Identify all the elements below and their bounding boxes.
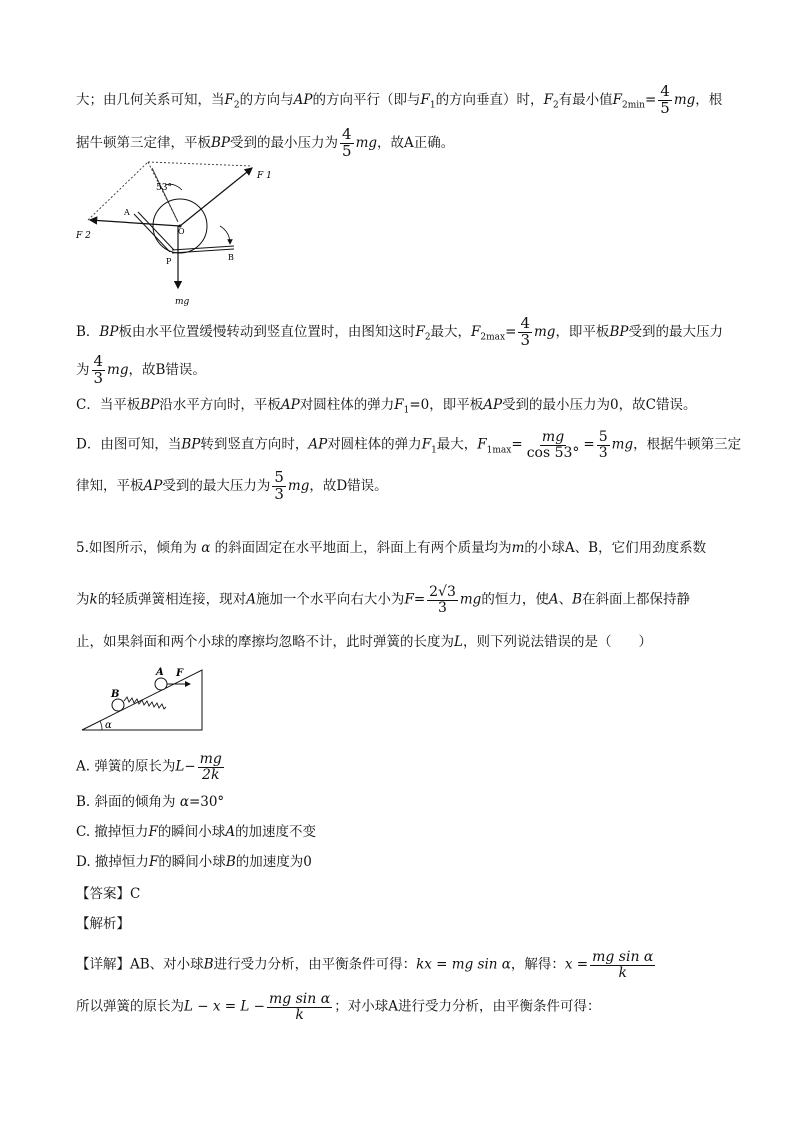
text: 1 <box>403 405 410 416</box>
text: 1 <box>431 445 437 456</box>
text: F <box>612 91 623 108</box>
text: F <box>404 591 414 608</box>
text: 的加速度不变 <box>235 824 317 840</box>
force-diagram <box>70 160 290 310</box>
text: B <box>572 591 582 608</box>
b-explain-line1 <box>76 316 723 349</box>
text: mg <box>611 436 634 453</box>
mg-label: mg <box>175 297 190 307</box>
text: 的恒力，使 <box>481 591 549 608</box>
text: F <box>421 436 432 453</box>
option-d <box>76 852 312 872</box>
fraction: $\frac{4}{5}$ <box>660 82 670 117</box>
text: = <box>644 91 657 108</box>
text: ，解得： <box>510 956 565 973</box>
text: 大；由几何关系可知，当 <box>76 91 225 108</box>
text: 2min <box>622 100 645 111</box>
f1-label: F 1 <box>257 171 272 181</box>
text: 所以弹簧的原长为 <box>76 998 184 1015</box>
text: BP <box>140 397 160 413</box>
fraction: $\frac{4}{3}$ <box>93 352 104 387</box>
text: AP <box>308 436 328 453</box>
option-a <box>76 752 226 782</box>
text: 【答案】C <box>76 886 141 902</box>
p1-line2 <box>76 127 454 160</box>
text: 施加一个水平向右大小为 <box>255 591 405 608</box>
text: A <box>548 591 559 608</box>
text: F <box>394 397 404 413</box>
text: 在斜面上都保持静 <box>582 591 690 608</box>
text: α <box>201 540 211 556</box>
c-explain <box>76 395 696 421</box>
text: 2max <box>480 332 506 343</box>
text: F <box>224 91 234 108</box>
alpha-label: α <box>105 720 112 731</box>
fraction: $\frac{4}{3}$ <box>520 314 530 349</box>
text: mg <box>459 591 482 608</box>
text: 的方向平行（即与 <box>312 91 421 108</box>
text: 受到的最大压力 <box>628 323 723 340</box>
ball-a <box>155 678 167 690</box>
text: 、 <box>558 591 573 608</box>
q5-line1 <box>76 538 706 558</box>
text: L − x = L − <box>184 998 265 1015</box>
text: 有最小值 <box>558 91 613 108</box>
fraction: $\frac{4}{5}$ <box>342 125 352 160</box>
text: 2 <box>424 332 431 343</box>
text: ；对小球A进行受力分析，由平衡条件可得： <box>334 998 601 1015</box>
text: A <box>225 824 236 840</box>
text: ，根据牛顿第三定 <box>633 436 742 453</box>
p1-line1 <box>76 84 722 117</box>
a-label: A <box>156 667 164 678</box>
f-label: F <box>176 668 184 679</box>
text: 1 <box>429 100 436 111</box>
text: F <box>471 323 481 340</box>
analysis-label <box>76 914 130 934</box>
text: 对圆柱体的弹力 <box>299 397 395 413</box>
text: F <box>420 91 430 108</box>
text: ，故B错误。 <box>128 361 206 378</box>
text: BP <box>609 323 629 340</box>
text: 【详解】AB、对小球 <box>76 956 204 973</box>
text: ，故A正确。 <box>377 134 455 151</box>
text: α <box>179 794 189 810</box>
text: BP <box>211 134 231 151</box>
text: 最大， <box>436 436 478 453</box>
text: C．当平板 <box>76 397 141 413</box>
text: F <box>477 436 487 453</box>
text: − <box>184 758 196 775</box>
text: A. 弹簧的原长为 <box>76 758 176 775</box>
text: 为 <box>76 361 90 378</box>
b-explain-line2 <box>76 354 206 387</box>
text: BP <box>99 323 119 340</box>
b-label: B <box>111 689 120 700</box>
text: m <box>511 540 525 556</box>
text: 受到的最大压力为 <box>162 477 271 494</box>
text: mg <box>287 477 310 494</box>
a-label: A <box>124 208 130 217</box>
fraction: $\frac{5}{3}$ <box>274 468 284 503</box>
text: 的加速度为0 <box>235 854 312 870</box>
text: 的斜面固定在水平地面上，斜面上有两个质量均为 <box>214 540 512 556</box>
text: kx = mg sin α <box>416 956 511 973</box>
text: AP <box>280 397 300 413</box>
text: =30° <box>188 794 225 810</box>
answer-label <box>76 884 140 904</box>
text: F <box>415 323 425 340</box>
text: 最大， <box>430 323 472 340</box>
text: AP <box>143 477 163 494</box>
text: L <box>175 758 185 775</box>
text: 板由水平位置缓慢转动到竖直位置时，由图知这时 <box>118 323 416 340</box>
text: ，根 <box>695 91 723 108</box>
text: = <box>583 436 595 453</box>
text: B <box>203 956 214 973</box>
detail-line2 <box>76 992 600 1022</box>
text: 止，如果斜面和两个小球的摩擦均忽略不计，此时弹簧的长度为 <box>76 634 454 650</box>
text: 的方向与 <box>239 91 294 108</box>
text: F <box>148 854 159 870</box>
text: = <box>505 323 517 340</box>
text: 的小球A、B，它们用劲度系数 <box>524 540 707 556</box>
ball-b <box>112 699 124 711</box>
text: 的瞬间小球 <box>158 854 226 870</box>
fraction: $\frac{\text{mg sin α}}{k}$ <box>268 991 331 1023</box>
text: 受到的最小压力为0，故C错误。 <box>502 397 697 413</box>
text: B. 斜面的倾角为 <box>76 794 176 810</box>
f2-label: F 2 <box>76 231 91 241</box>
text: ，则下列说法错误的是（ ） <box>462 634 652 650</box>
text: L <box>454 634 463 650</box>
text: ，即平板 <box>555 323 610 340</box>
o-label: O <box>178 227 185 236</box>
text: 的方向垂直）时， <box>435 91 544 108</box>
text: 的轻质弹簧相连接，现对 <box>97 591 247 608</box>
text: AP <box>293 91 313 108</box>
p-label: P <box>166 257 172 266</box>
text: B． <box>76 323 100 340</box>
fraction: $\frac{mg}{2k}$ <box>199 751 222 783</box>
text: 律知，平板 <box>76 477 144 494</box>
q5-line2 <box>76 585 690 615</box>
text: 5.如图所示，倾角为 <box>76 540 197 556</box>
fraction: $\frac{\text{mg sin α}}{k}$ <box>592 949 654 981</box>
text: 转到竖直方向时， <box>200 436 309 453</box>
text: 受到的最小压力为 <box>230 134 339 151</box>
text: = <box>511 436 523 453</box>
text: 为 <box>76 591 90 608</box>
text: 据牛顿第三定律，平板 <box>76 134 211 151</box>
text: mg <box>355 134 378 151</box>
text: B <box>225 854 236 870</box>
text: 的瞬间小球 <box>157 824 226 840</box>
text: 沿水平方向时，平板 <box>159 397 281 413</box>
text: 对圆柱体的弹力 <box>327 436 422 453</box>
text: 2 <box>233 100 240 111</box>
text: BP <box>181 436 201 453</box>
b-label: B <box>228 253 234 262</box>
text: = <box>413 591 426 608</box>
text: D. 撤掉恒力 <box>76 854 149 870</box>
d-explain-line1 <box>76 430 741 460</box>
angle-label: 53° <box>156 183 172 193</box>
text: D．由图可知，当 <box>76 436 182 453</box>
fraction: $\frac{mg}{\cos 53^\circ}$ <box>526 429 580 461</box>
d-explain-line2 <box>76 470 388 503</box>
text: 1max <box>486 445 512 456</box>
option-c <box>76 822 316 842</box>
text: 2 <box>552 100 559 111</box>
text: 【解析】 <box>76 916 130 932</box>
text: AP <box>483 397 503 413</box>
detail-line1 <box>76 950 657 980</box>
incline-diagram <box>80 664 210 734</box>
text: F <box>543 91 553 108</box>
q5-line3 <box>76 632 652 652</box>
fraction: $\frac{5}{3}$ <box>598 429 608 461</box>
text: ，故D错误。 <box>309 477 388 494</box>
text: 进行受力分析，由平衡条件可得： <box>213 956 417 973</box>
text: mg <box>533 323 556 340</box>
text: mg <box>673 91 696 108</box>
text: F <box>148 824 158 840</box>
text: x = <box>564 956 589 973</box>
text: =0，即平板 <box>409 397 484 413</box>
fraction: $\frac{2√3}{3}$ <box>429 584 456 616</box>
f2-arrow <box>90 220 180 226</box>
option-b <box>76 792 224 812</box>
text: C. 撤掉恒力 <box>76 824 149 840</box>
text: mg <box>107 361 129 378</box>
text: A <box>246 591 256 608</box>
f1-arrow <box>180 168 252 226</box>
text: k <box>89 591 98 608</box>
